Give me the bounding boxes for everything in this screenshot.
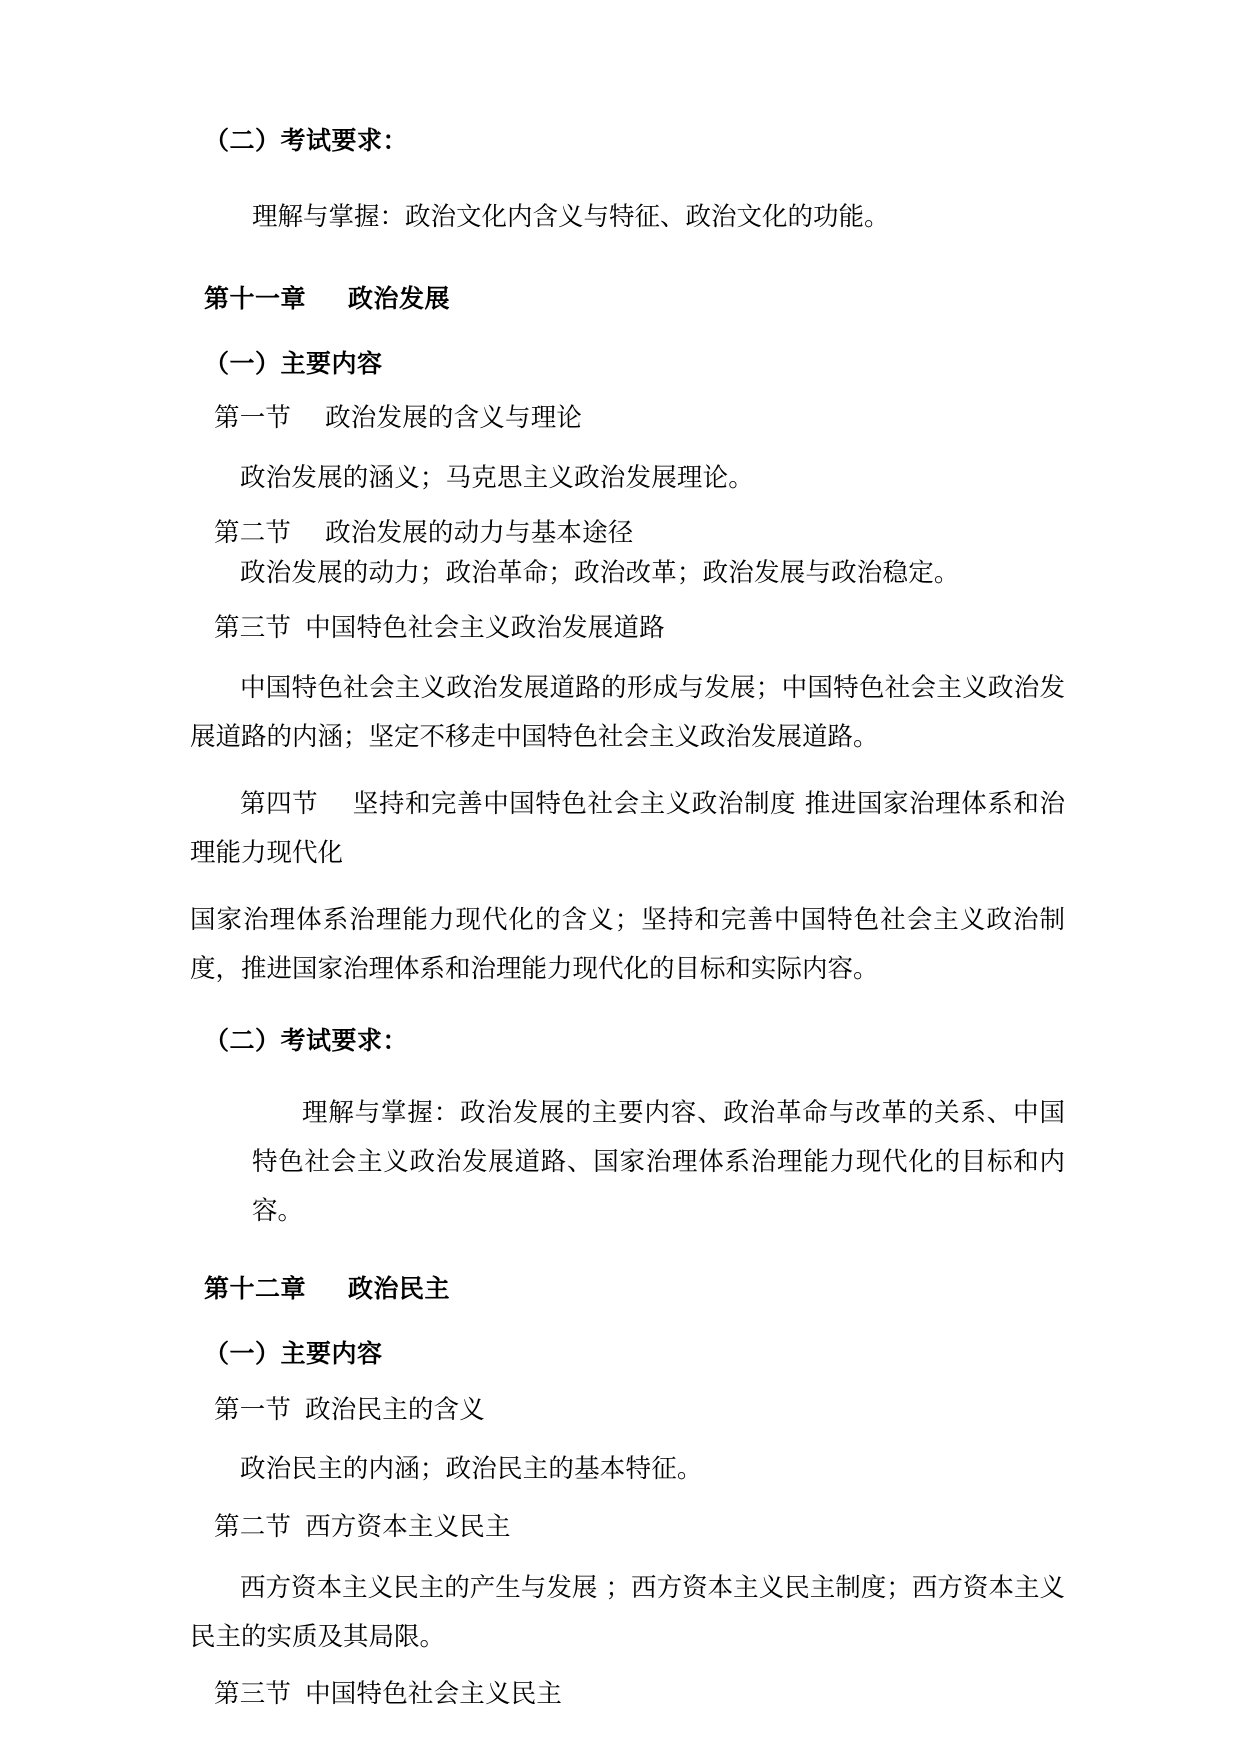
chapter11-exam-heading: （二）考试要求：: [204, 1025, 409, 1055]
section-title: 坚持和完善中国特色社会主义政治制度 推进国家治理体系和治理能力现代化: [190, 788, 1065, 868]
spacer: [190, 432, 1065, 466]
spacer: [190, 1483, 1065, 1515]
chapter11-main-content-heading: （一）主要内容: [204, 349, 383, 378]
spacer: [190, 153, 1065, 193]
spacer: [190, 642, 1065, 664]
spacer: [190, 1053, 1065, 1089]
section-label: 第二节: [214, 1511, 292, 1542]
chapter11-section-2-heading: [190, 518, 1065, 548]
spacer: [190, 878, 1065, 896]
section-label: 第三节: [214, 613, 292, 643]
spacer: [190, 1366, 1065, 1398]
chapter11-section-1-body: 政治发展的涵义；马克思主义政治发展理论。: [240, 462, 755, 493]
chapter12-title-number: 第十二章: [204, 1273, 307, 1303]
spacer: [190, 762, 1065, 780]
chapter11-exam-requirement: 理解与掌握：政治发展的主要内容、政治革命与改革的关系、中国特色社会主义政治发展道路、国家治理体系治理能力现代化的目标和内容。: [252, 1097, 1065, 1226]
spacer: [190, 242, 1065, 286]
section-label: 第一节: [214, 403, 292, 433]
section-label: 第三节: [214, 1679, 292, 1709]
chapter11-section-1-heading: [190, 403, 1065, 433]
spacer: [190, 311, 1065, 351]
spacer: [190, 1540, 1065, 1564]
spacer: [190, 1301, 1065, 1341]
section-title: 西方资本主义民主: [305, 1511, 511, 1542]
spacer: [190, 1423, 1065, 1457]
chapter12-main-content-heading: （一）主要内容: [204, 1338, 383, 1368]
chapter11-section-3-heading: [190, 613, 1065, 643]
section-title: 政治民主的含义: [305, 1394, 486, 1425]
spacer: [190, 376, 1065, 406]
spacer: [190, 491, 1065, 521]
spacer: [190, 994, 1065, 1028]
section-label: 第四节: [240, 788, 319, 819]
document-body: [190, 128, 1065, 1708]
section-title: 中国特色社会主义政治发展道路: [305, 613, 665, 643]
spacer: [190, 586, 1065, 616]
chapter11-section-4-body: 国家治理体系治理能力现代化的含义；坚持和完善中国特色社会主义政治制度，推进国家治理体系和治理能力现代化的目标和实际内容。: [190, 904, 1065, 984]
chapter11-section-3-body: 中国特色社会主义政治发展道路的形成与发展；中国特色社会主义政治发展道路的内涵；坚定不移走中国特色社会主义政治发展道路。: [190, 672, 1065, 752]
chapter12-section-1-heading: [190, 1394, 1065, 1425]
chapter12-title-name: 政治民主: [348, 1273, 451, 1303]
chapter12-title: [190, 1273, 1065, 1303]
chapter12-section-1-body: 政治民主的内涵；政治民主的基本特征。: [240, 1454, 703, 1484]
spacer: [190, 1236, 1065, 1276]
chapter11-title-name: 政治发展: [348, 284, 451, 313]
chapter11-title-number: 第十一章: [204, 284, 307, 313]
chapter11-title: [190, 286, 1065, 311]
section-title: 政治发展的含义与理论: [325, 403, 583, 433]
chapter12-section-3-heading: [190, 1679, 1065, 1709]
chapter10-exam-requirement: 理解与掌握：政治文化内含义与特征、政治文化的功能。: [252, 202, 890, 232]
chapter11-section-2-body: 政治发展的动力；政治革命；政治改革；政治发展与政治稳定。: [240, 557, 960, 588]
section-title: 政治发展的动力与基本途径: [325, 518, 634, 548]
section-title: 中国特色社会主义民主: [305, 1679, 563, 1709]
chapter12-section-2-body: 西方资本主义民主的产生与发展 ；西方资本主义民主制度；西方资本主义民主的实质及其局限。: [190, 1573, 1065, 1652]
chapter10-exam-heading: （二）考试要求：: [204, 126, 409, 155]
section-label: 第二节: [214, 518, 292, 548]
section-label: 第一节: [214, 1394, 292, 1425]
chapter11-section-4-heading: [190, 780, 1065, 878]
chapter12-section-2-heading: [190, 1511, 1065, 1542]
